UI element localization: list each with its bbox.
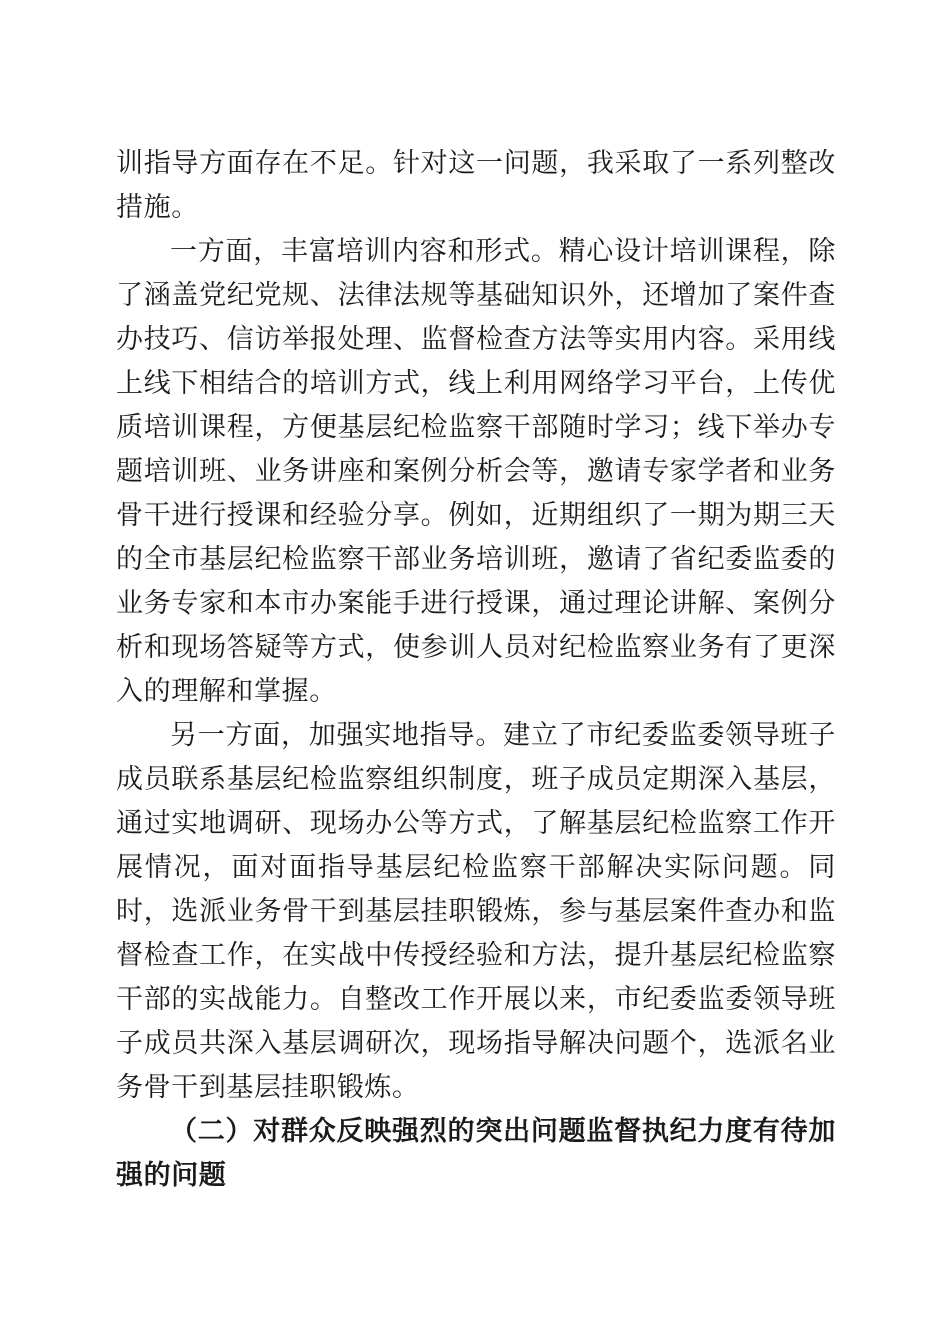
section-heading: （二）对群众反映强烈的突出问题监督执纪力度有待加强的问题 — [116, 1116, 836, 1191]
paragraph-training-content: 一方面，丰富培训内容和形式。精心设计培训课程，除了涵盖党纪党规、法律法规等基础知识外，还增加了案件查办技巧、信访举报处理、监督检查方法等实用内容。采用线上线下相结合的培训方式，线上利用网络学习平台，上传优质培训课程，方便基层纪检监察干部随时学习；线下举办专题培训班、业务讲座和案例分析会等，邀请专家学者和业务骨干进行授课和经验分享。例如，近期组织了一期为期三天的全市基层纪检监察干部业务培训班，邀请了省纪委监委的业务专家和本市办案能手进行授课，通过理论讲解、案例分析和现场答疑等方式，使参训人员对纪检监察业务有了更深入的理解和掌握。 — [116, 236, 836, 707]
paragraph-field-guidance: 另一方面，加强实地指导。建立了市纪委监委领导班子成员联系基层纪检监察组织制度，班子成员定期深入基层，通过实地调研、现场办公等方式，了解基层纪检监察工作开展情况，面对面指导基层纪检监察干部解决实际问题。同时，选派业务骨干到基层挂职锻炼，参与基层案件查办和监督检查工作，在实战中传授经验和方法，提升基层纪检监察干部的实战能力。自整改工作开展以来，市纪委监委领导班子成员共深入基层调研次，现场指导解决问题个，选派名业务骨干到基层挂职锻炼。 — [116, 720, 836, 1103]
document-body — [116, 142, 836, 1198]
paragraph-continued: 训指导方面存在不足。针对这一问题，我采取了一系列整改措施。 — [116, 148, 836, 223]
